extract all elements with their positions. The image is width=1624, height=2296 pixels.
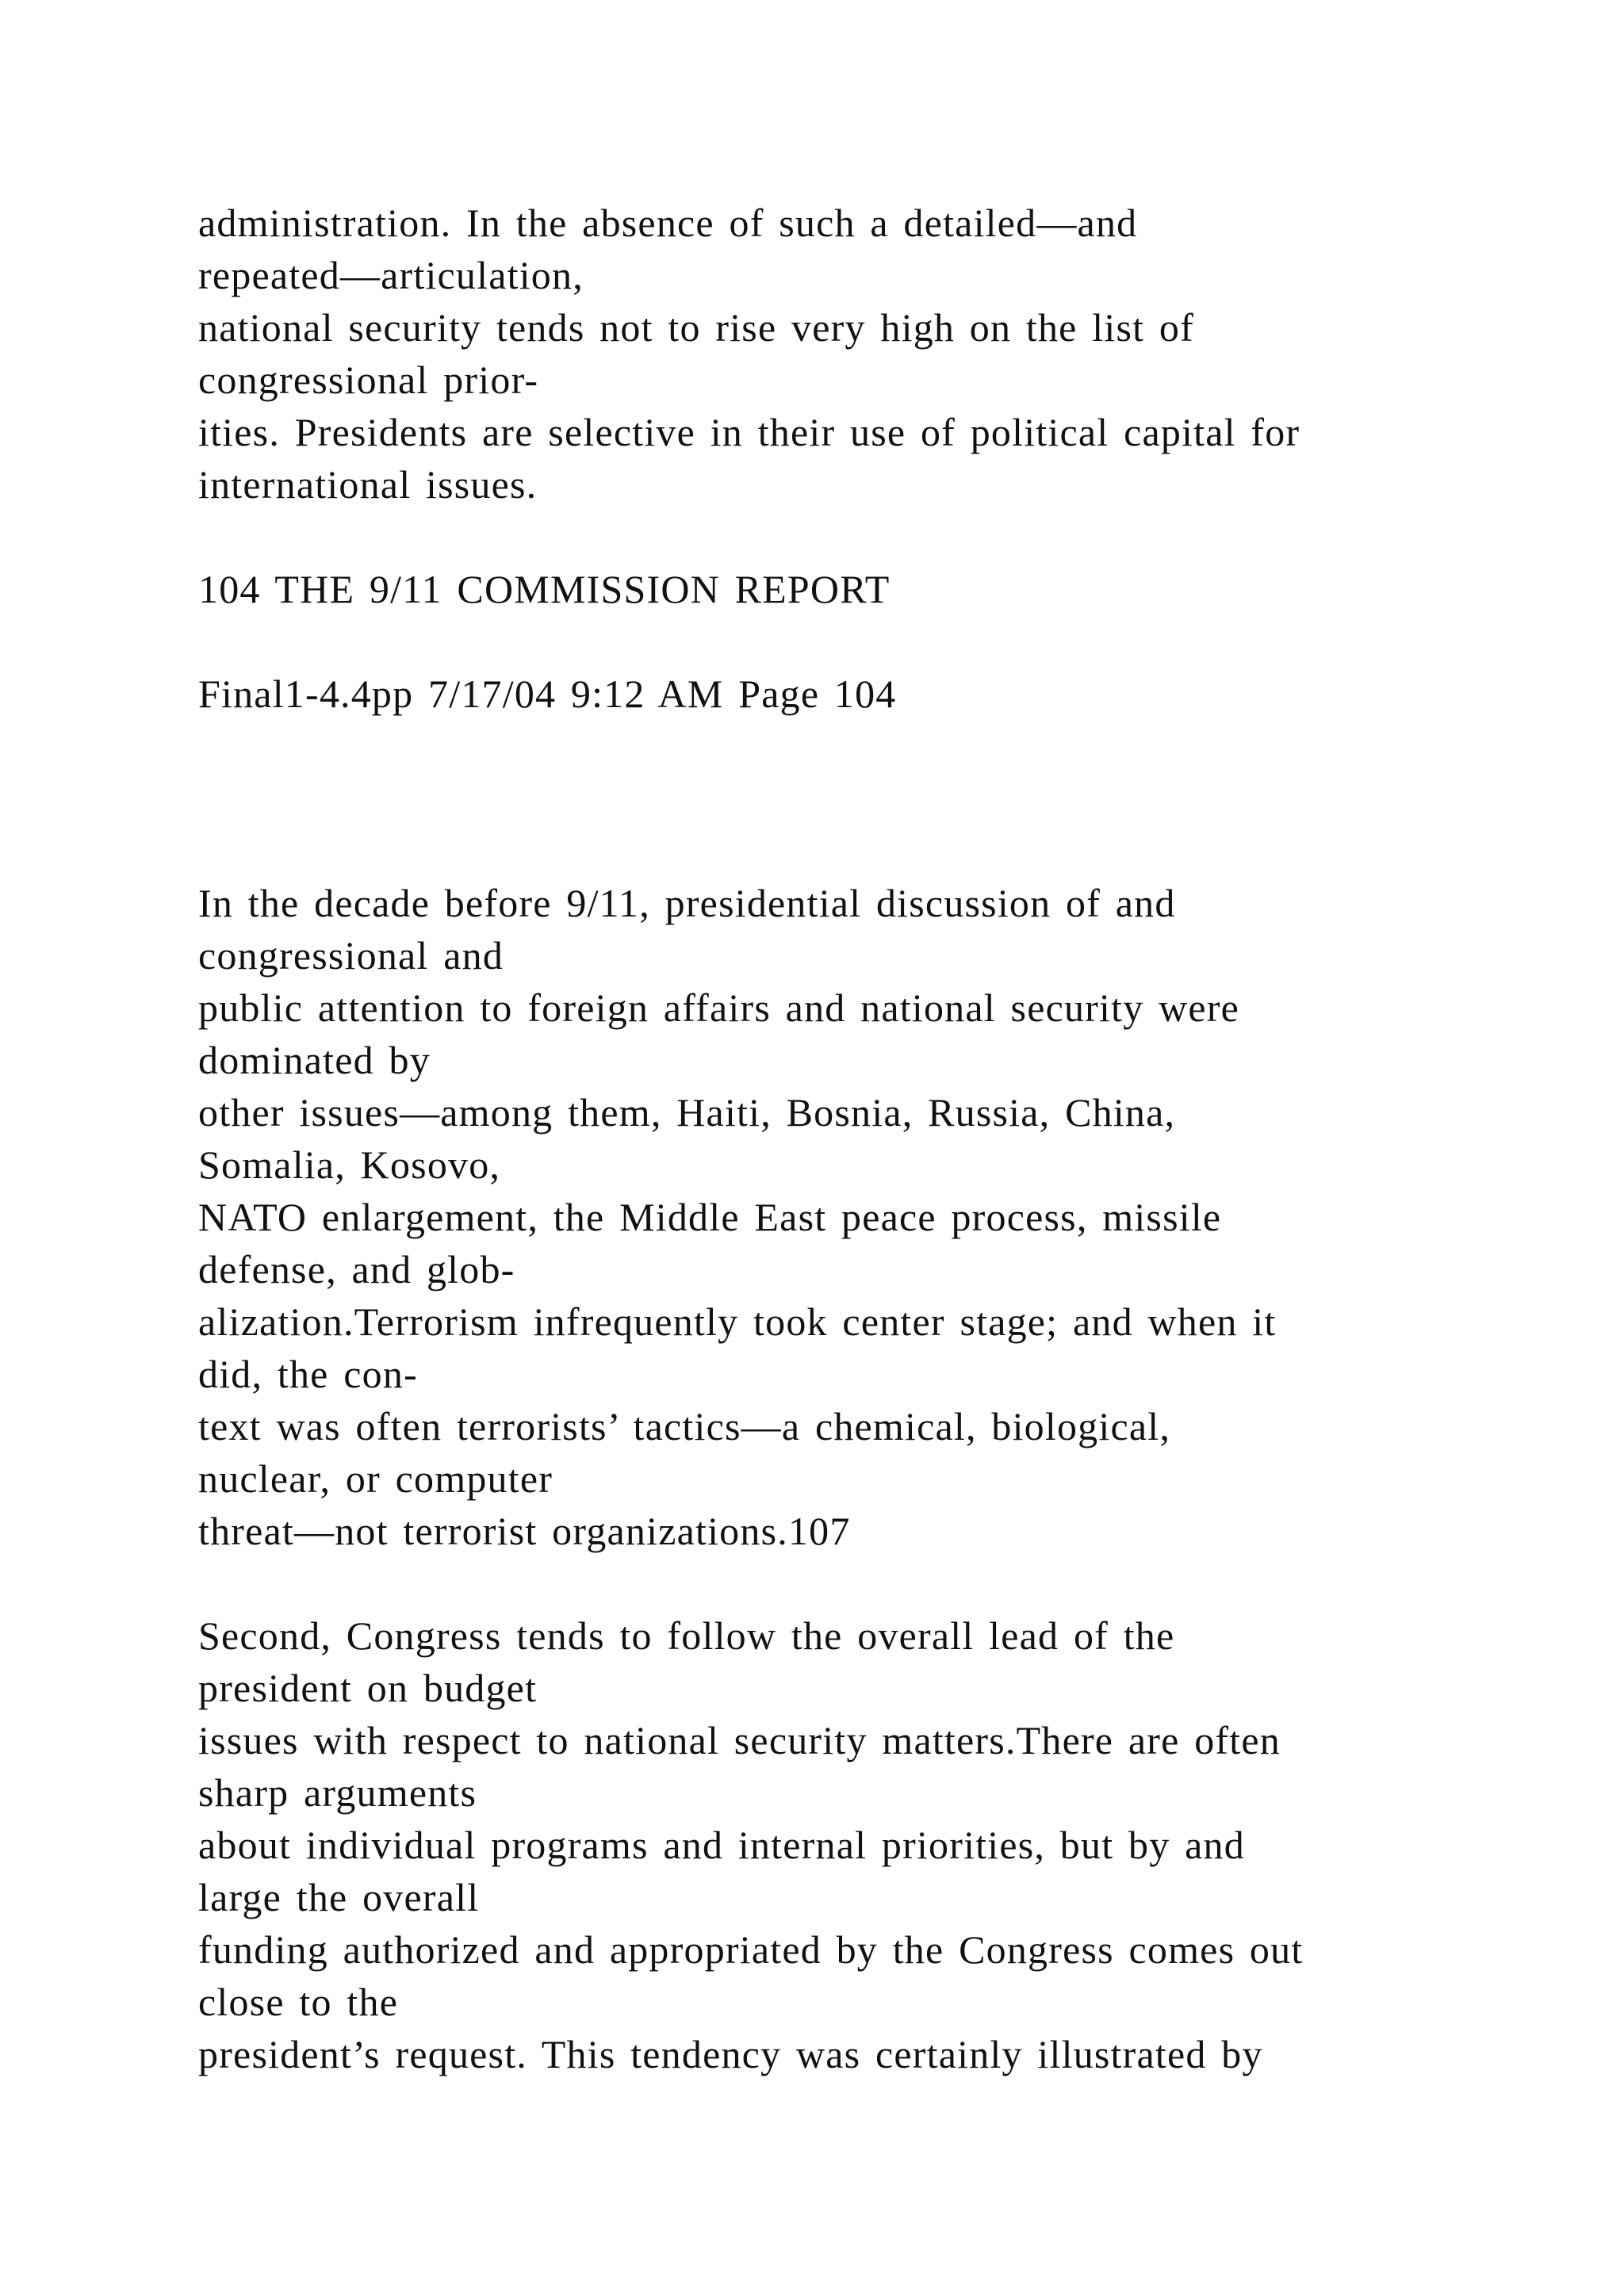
text-line: administration. In the absence of such a detailed—and (198, 201, 1138, 245)
text-line: issues with respect to national security matters.There are often (198, 1718, 1281, 1762)
text-line: funding authorized and appropriated by the Congress comes out (198, 1927, 1304, 1972)
text-line: Second, Congress tends to follow the overall lead of the (198, 1613, 1175, 1658)
text-line: NATO enlargement, the Middle East peace process, missile (198, 1195, 1222, 1239)
print-slug: Final1-4.4pp 7/17/04 9:12 AM Page 104 (198, 672, 897, 716)
text-line: repeated—articulation, (198, 253, 584, 297)
spacer (198, 1557, 1435, 1609)
paragraph-3 (198, 1609, 1435, 2080)
text-line: dominated by (198, 1038, 431, 1082)
text-line: congressional prior- (198, 358, 539, 402)
text-line: congressional and (198, 933, 504, 978)
page-text (198, 197, 1435, 2080)
text-line: president on budget (198, 1666, 538, 1710)
paragraph-2 (198, 877, 1435, 1557)
text-line: public attention to foreign affairs and national security were (198, 985, 1240, 1030)
running-head: 104 THE 9/11 COMMISSION REPORT (198, 567, 891, 611)
text-line: defense, and glob- (198, 1247, 515, 1292)
text-line: about individual programs and internal priorities, but by and (198, 1823, 1245, 1867)
text-line: large the overall (198, 1875, 480, 1919)
text-line: text was often terrorists’ tactics—a chemical, biological, (198, 1404, 1171, 1448)
text-line: sharp arguments (198, 1770, 477, 1815)
text-line: international issues. (198, 462, 538, 507)
spacer (198, 511, 1435, 563)
text-line: close to the (198, 1980, 399, 2024)
spacer (198, 720, 1435, 877)
paragraph-1 (198, 197, 1435, 511)
text-line: ities. Presidents are selective in their use of political capital for (198, 410, 1300, 454)
text-line: national security tends not to rise very high on the list of (198, 305, 1194, 350)
text-line: other issues—among them, Haiti, Bosnia, Russia, China, (198, 1090, 1176, 1135)
text-line: nuclear, or computer (198, 1456, 553, 1501)
spacer (198, 615, 1435, 668)
text-line: Somalia, Kosovo, (198, 1142, 501, 1187)
text-line: alization.Terrorism infrequently took center stage; and when it (198, 1299, 1277, 1344)
text-line: In the decade before 9/11, presidential discussion of and (198, 881, 1176, 925)
text-line: threat—not terrorist organizations.107 (198, 1509, 851, 1553)
text-line: did, the con- (198, 1352, 418, 1396)
text-line: president’s request. This tendency was certainly illustrated by (198, 2032, 1263, 2076)
